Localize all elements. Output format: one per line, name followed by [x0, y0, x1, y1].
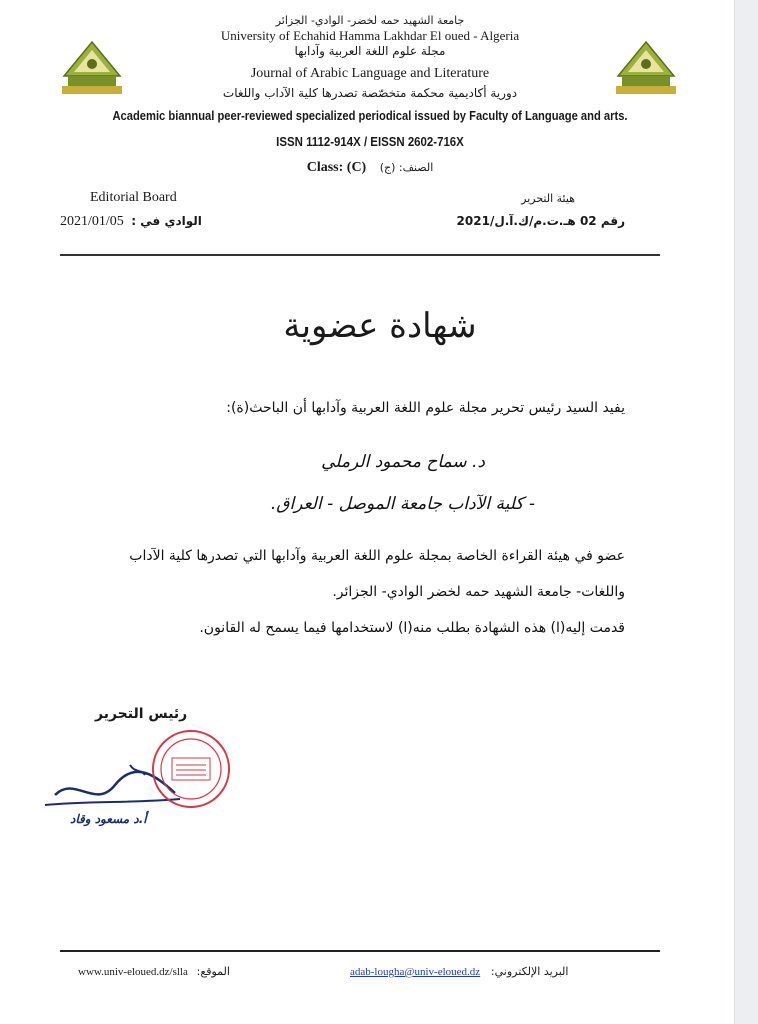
reference-label-ar: رقم 02 هـ.ت.م/ك.آ.ل/2021 — [456, 214, 625, 228]
date-value: 2021/01/05 — [60, 214, 124, 229]
class-ar: الصنف: (ج) — [379, 161, 434, 174]
class-en: Class: (C) — [306, 160, 367, 175]
journal-name-en: Journal of Arabic Language and Literature — [250, 66, 490, 81]
email-label-ar: :البريد الإلكتروني — [490, 965, 569, 978]
reference-number — [457, 214, 625, 230]
certificate-intro: يفيد السيد رئيس تحرير مجلة علوم اللغة العربية وآدابها أن الباحث(ة): — [226, 400, 625, 416]
university-name-ar: جامعة الشهيد حمه لخضر- الوادي- الجزائر — [275, 14, 465, 27]
certificate-body-1: عضو في هيئة القراءة الخاصة بمجلة علوم اللغة العربية وآدابها التي تصدرها كلية الآداب — [129, 548, 625, 564]
member-name: د. سماح محمود الرملي — [321, 452, 485, 472]
certificate-title: شهادة عضوية — [283, 306, 477, 346]
date-line — [60, 214, 202, 230]
editor-in-chief-title: رئيس التحرير — [95, 706, 188, 722]
journal-logo-right-icon — [612, 38, 680, 100]
certificate-body-3: قدمت إليه(ا) هذه الشهادة بطلب منه(ا) لاستخدامها فيما يسمح له القانون. — [199, 620, 625, 636]
editorial-board-ar: هيئة التحرير — [521, 192, 575, 205]
viewer-edge — [734, 0, 758, 1024]
journal-name-ar: مجلة علوم اللغة العربية وآدابها — [294, 44, 446, 58]
editorial-board-en: Editorial Board — [90, 190, 177, 205]
periodical-desc-en: Academic biannual peer-reviewed specialized periodical issued by Faculty of Language and arts. — [112, 108, 628, 123]
certificate-body-2: واللغات- جامعة الشهيد حمه لخضر الوادي- الجزائر. — [332, 584, 625, 600]
website-url[interactable]: www.univ-eloued.dz/slla — [78, 966, 188, 978]
header-divider — [60, 254, 660, 256]
footer-divider — [60, 950, 660, 952]
official-stamp-icon — [150, 728, 232, 810]
university-name-en: University of Echahid Hamma Lakhdar El oued - Algeria — [220, 28, 520, 43]
class-line — [220, 160, 520, 176]
footer-website — [78, 965, 230, 978]
email-link[interactable]: adab-lougha@univ-eloued.dz — [350, 966, 481, 978]
journal-logo-left-icon — [58, 38, 126, 100]
periodical-desc-ar: دورية أكاديمية محكمة متخصّصة تصدرها كلية الآداب واللغات — [222, 86, 518, 100]
website-label-ar: :الموقع — [196, 965, 230, 978]
issn-line: ISSN 1112-914X / EISSN 2602-716X — [276, 134, 464, 149]
date-label-ar: : الوادي في — [131, 214, 202, 228]
member-affiliation: - كلية الآداب جامعة الموصل - العراق. — [270, 494, 535, 514]
footer-email — [350, 965, 568, 978]
signatory-name: أ.د مسعود وقاد — [70, 812, 147, 826]
